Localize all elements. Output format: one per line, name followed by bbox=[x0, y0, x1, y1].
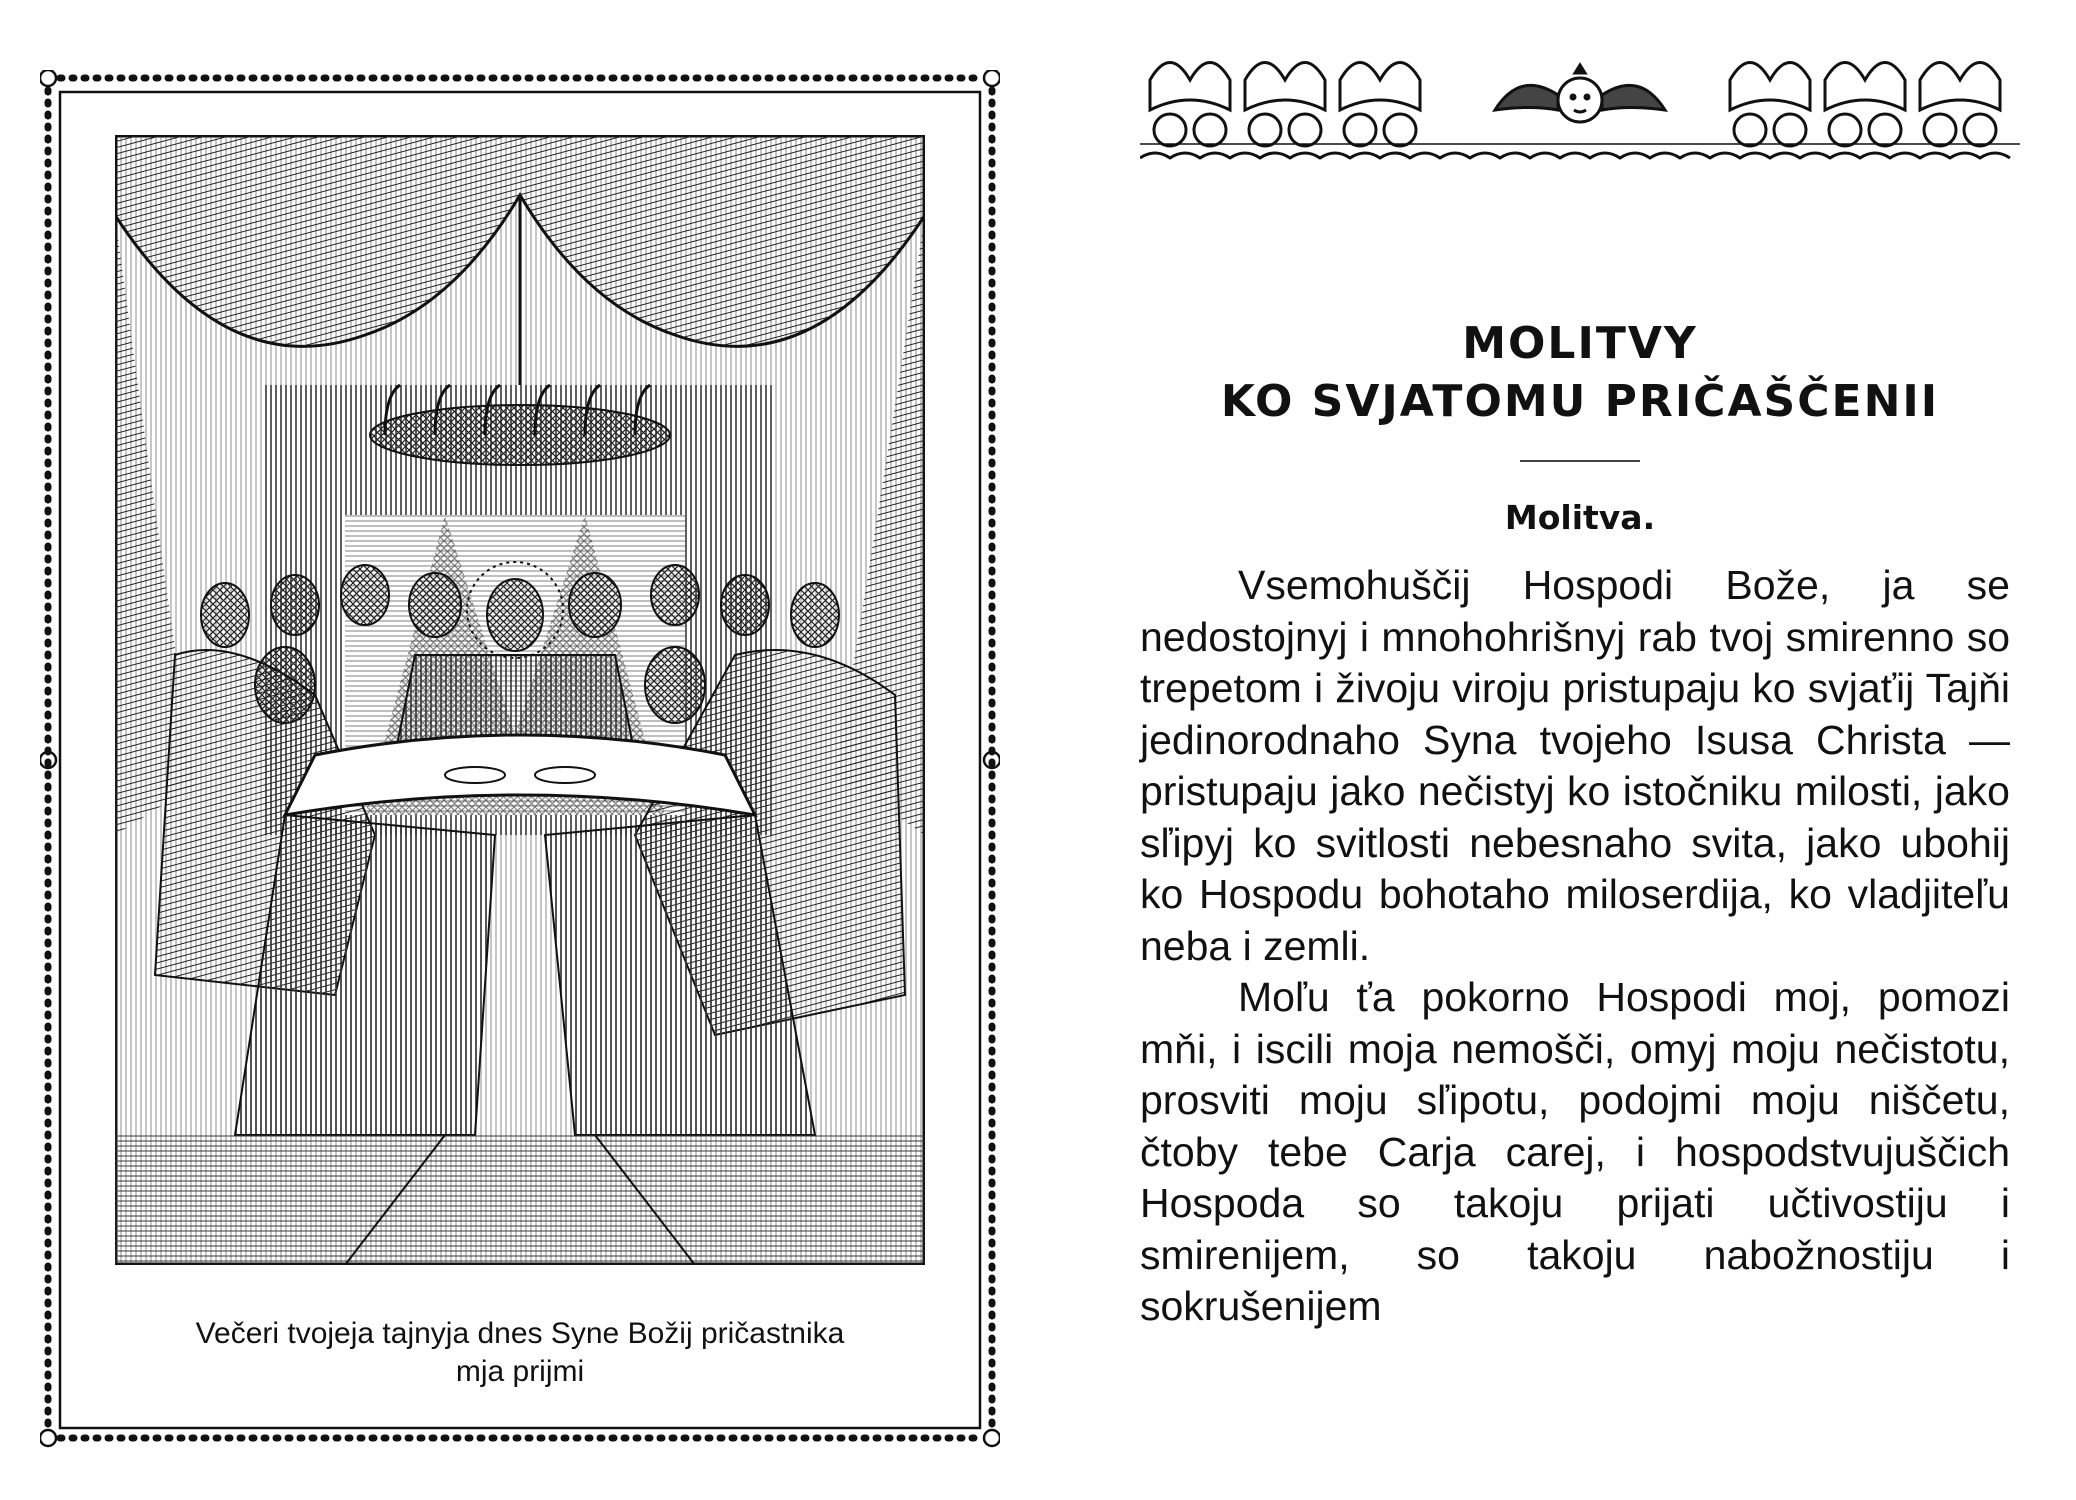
title-line-1: MOLITVY bbox=[1462, 318, 1698, 369]
prayer-body bbox=[1140, 560, 2010, 1333]
left-page bbox=[40, 70, 1000, 1450]
header-ornament bbox=[1140, 40, 2020, 170]
title-line-2: KO SVJATOMU PRIČAŠČENII bbox=[1220, 376, 1940, 427]
last-supper-engraving bbox=[115, 135, 925, 1265]
right-page bbox=[1140, 40, 2020, 1440]
title-divider bbox=[1520, 460, 1640, 462]
paragraph-2: Moľu ťa pokorno Hospodi moj, pomozi mňi, i iscili moja nemošči, omyj moju nečistotu, prosviti moju sľipotu, podojmi moju niščetu, čtoby tebe Carja carej, i hospodstvujuščich Hospoda so takoju prijati učtivostiju i smirenijem, so takoju nabožnostiju i sokrušenijem bbox=[1140, 974, 2010, 1329]
paragraph-1: Vsemohuščij Hospodi Bože, ja se nedostojnyj i mnohohrišnyj rab tvoj smirenno so trepetom i živoju viroju pristupaju ko svjaťij Tajňi jedinorodnaho Syna tvojeho Isusa Christa — pristupaju jako nečistyj ko istočniku milosti, jako sľipyj ko svitlosti nebesnaho svita, jako ubohij ko Hospodu bohotaho miloserdija, ko vladjiteľu neba i zemli. bbox=[1140, 562, 2010, 969]
caption-line-2: mja prijmi bbox=[455, 1355, 585, 1388]
section-heading: Molitva. bbox=[1504, 498, 1656, 537]
illustration-caption bbox=[100, 1315, 940, 1391]
lotus-motif-1 bbox=[1150, 63, 1230, 147]
page-title bbox=[1140, 315, 2020, 431]
caption-line-1: Večeri tvojeja tajnyja dnes Syne Božij pričastnika bbox=[195, 1317, 845, 1350]
